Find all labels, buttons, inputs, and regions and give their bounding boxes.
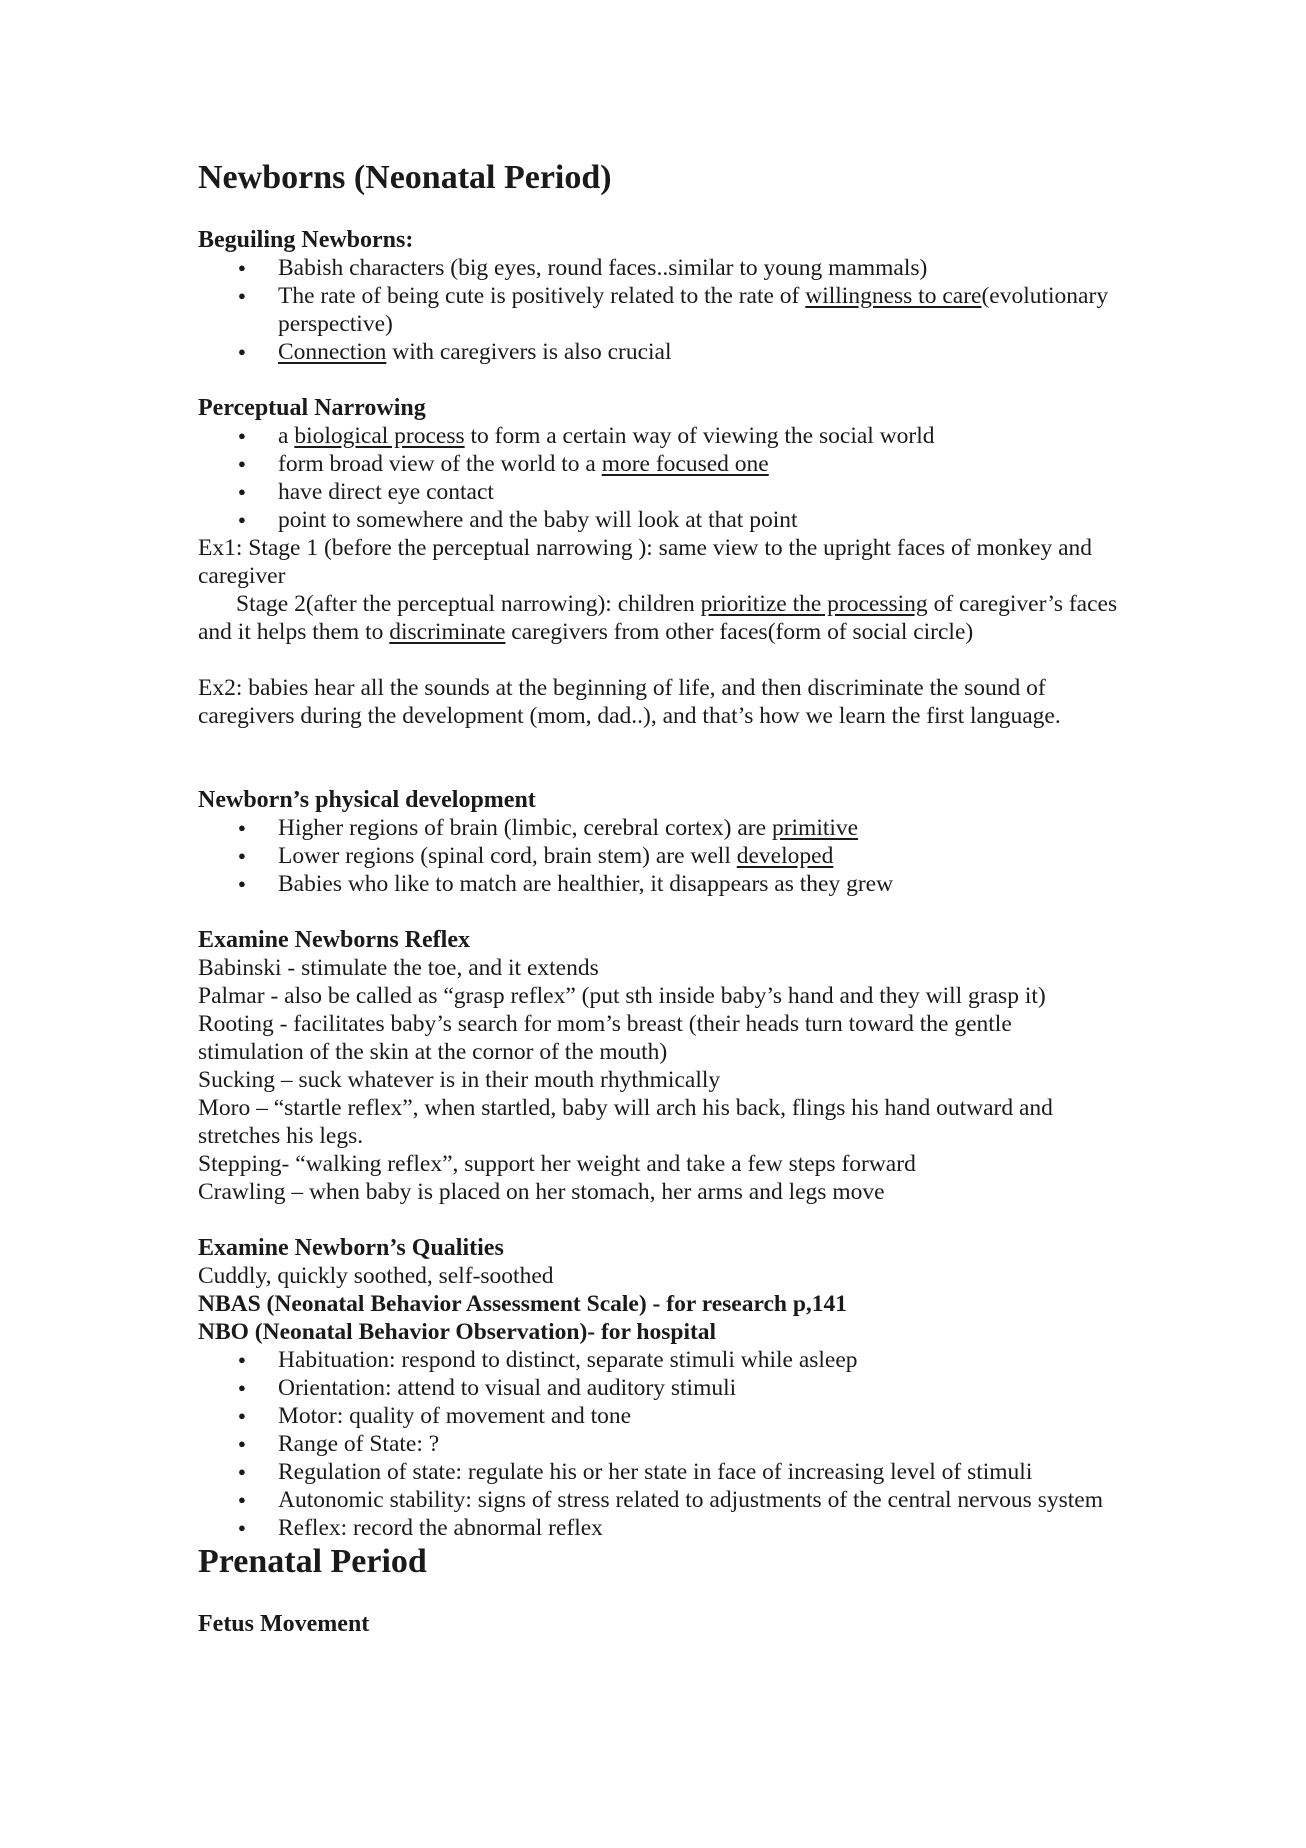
list-item: ● The rate of being cute is positively related to the rate of willingness to care(evolutionary perspective) [198, 282, 1118, 338]
list-item: ● Range of State: ? [198, 1430, 1118, 1458]
list-item: ● Reflex: record the abnormal reflex [198, 1514, 1118, 1542]
bullet-list [198, 422, 1118, 534]
list-item: ● Motor: quality of movement and tone [198, 1402, 1118, 1430]
example-1: Ex1: Stage 1 (before the perceptual narrowing ): same view to the upright faces of monkey and caregiver [198, 535, 1092, 589]
section-newborn-reflex [198, 926, 1118, 1206]
list-item: ● form broad view of the world to a more focused one [198, 450, 1118, 478]
reflex-stepping: Stepping- “walking reflex”, support her weight and take a few steps forward [198, 1151, 916, 1177]
qualities-line: Cuddly, quickly soothed, self-soothed [198, 1263, 554, 1289]
section-heading: Examine Newborn’s Qualities [198, 1235, 504, 1261]
list-item: ● Orientation: attend to visual and auditory stimuli [198, 1374, 1118, 1402]
bullet-list [198, 1346, 1118, 1542]
list-item: ● Regulation of state: regulate his or her state in face of increasing level of stimuli [198, 1458, 1118, 1486]
section-title: Prenatal Period [198, 1543, 427, 1580]
bullet-list [198, 814, 1118, 898]
underlined-text: willingness to care [805, 283, 982, 309]
list-item: ● Lower regions (spinal cord, brain stem) are well developed [198, 842, 1118, 870]
underlined-text: more focused one [601, 451, 769, 477]
section-perceptual-narrowing [198, 394, 1118, 730]
bullet-list [198, 254, 1118, 366]
section-heading: Examine Newborns Reflex [198, 927, 470, 953]
section-beguiling-newborns [198, 226, 1118, 366]
list-item: ● Connection with caregivers is also crucial [198, 338, 1118, 366]
reflex-sucking: Sucking – suck whatever is in their mouth rhythmically [198, 1067, 721, 1093]
reflex-moro: Moro – “startle reflex”, when startled, baby will arch his back, flings his hand outward and stretches his legs. [198, 1095, 1053, 1149]
section-physical-development [198, 786, 1118, 898]
section-heading: Fetus Movement [198, 1611, 370, 1637]
section-heading: Beguiling Newborns: [198, 227, 414, 253]
reflex-crawling: Crawling – when baby is placed on her stomach, her arms and legs move [198, 1179, 885, 1205]
section-heading: Perceptual Narrowing [198, 395, 426, 421]
reflex-babinski: Babinski - stimulate the toe, and it extends [198, 955, 599, 981]
list-item: ● Babish characters (big eyes, round faces..similar to young mammals) [198, 254, 1118, 282]
list-item: ● point to somewhere and the baby will look at that point [198, 506, 1118, 534]
section-newborn-qualities [198, 1234, 1118, 1542]
underlined-text: prioritize the processing [700, 591, 928, 617]
example-stage-2: Stage 2(after the perceptual narrowing): children prioritize the processing of caregiver’s faces and it helps them to discriminate caregivers from other faces(form of social circle) [198, 591, 1118, 645]
list-item: ● Babies who like to match are healthier, it disappears as they grew [198, 870, 1118, 898]
underlined-text: Connection [278, 339, 387, 365]
section-prenatal-period [198, 1542, 1118, 1638]
section-heading: Newborn’s physical development [198, 787, 536, 813]
underlined-text: discriminate [389, 619, 506, 645]
document-body [198, 158, 1118, 1638]
list-item: ● have direct eye contact [198, 478, 1118, 506]
page-title: Newborns (Neonatal Period) [198, 159, 612, 196]
reflex-palmar: Palmar - also be called as “grasp reflex” (put sth inside baby’s hand and they will grasp it) [198, 983, 1046, 1009]
underlined-text: developed [736, 843, 834, 869]
underlined-text: primitive [771, 815, 859, 841]
underlined-text: biological process [294, 423, 465, 449]
list-item: ● Autonomic stability: signs of stress related to adjustments of the central nervous system [198, 1486, 1118, 1514]
example-2: Ex2: babies hear all the sounds at the beginning of life, and then discriminate the sound of caregivers during the development (mom, dad..), and that’s how we learn the first language. [198, 675, 1061, 729]
list-item: ● Habituation: respond to distinct, separate stimuli while asleep [198, 1346, 1118, 1374]
list-item: ● Higher regions of brain (limbic, cerebral cortex) are primitive [198, 814, 1118, 842]
nbo-line: NBO (Neonatal Behavior Observation)- for hospital [198, 1319, 717, 1345]
list-item: ● a biological process to form a certain way of viewing the social world [198, 422, 1118, 450]
reflex-rooting: Rooting - facilitates baby’s search for mom’s breast (their heads turn toward the gentle stimulation of the skin at the cornor of the mouth) [198, 1011, 1012, 1065]
nbas-line: NBAS (Neonatal Behavior Assessment Scale) - for research p,141 [198, 1291, 848, 1317]
